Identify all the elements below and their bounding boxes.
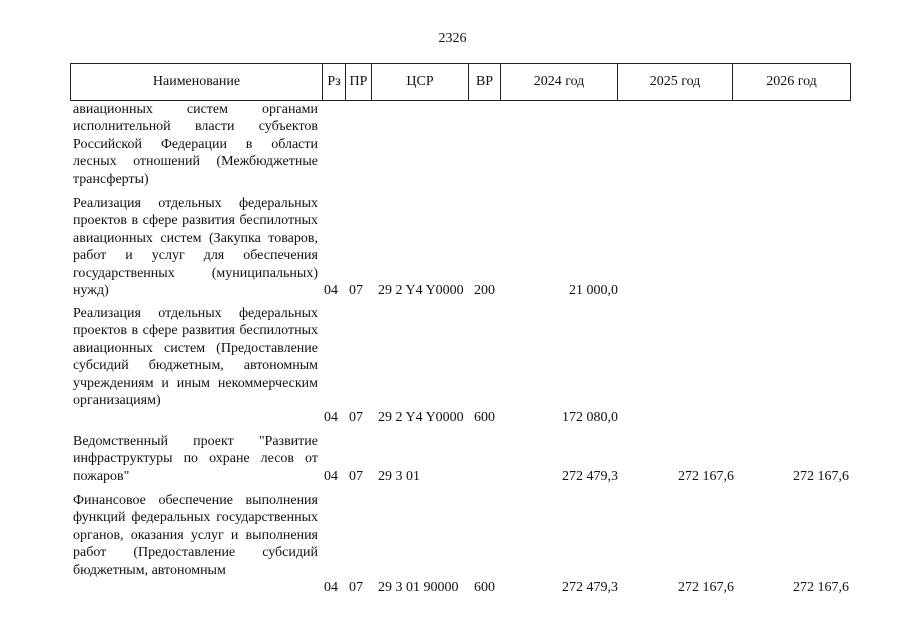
- row-name: Реализация отдельных федеральных проектов в сфере развития беспилотных авиационных систем (Предоставление субсидий бюджетным, автономным учреждениям и иным некоммерческим организациям): [73, 306, 318, 409]
- table-row: [0, 101, 905, 189]
- row-vr: 600: [474, 579, 495, 595]
- row-rz: 04: [324, 282, 338, 298]
- header-2024: 2024 год: [501, 64, 618, 100]
- header-vr: ВР: [469, 64, 501, 100]
- row-2026: 272 167,6: [793, 468, 849, 484]
- row-pr: 07: [349, 468, 363, 484]
- row-csr: 29 3 01: [378, 468, 420, 484]
- row-rz: 04: [324, 409, 338, 425]
- header-2025: 2025 год: [618, 64, 733, 100]
- row-pr: 07: [349, 409, 363, 425]
- row-2024: 172 080,0: [562, 409, 618, 425]
- row-csr: 29 2 Y4 Y0000: [378, 409, 464, 425]
- row-2026: 272 167,6: [793, 579, 849, 595]
- row-2025: 272 167,6: [678, 468, 734, 484]
- row-2025: 272 167,6: [678, 579, 734, 595]
- table-row: [0, 305, 905, 426]
- row-name: авиационных систем органами исполнительной власти субъектов Российской Федерации в области лесных отношений (Межбюджетные трансферты): [73, 102, 318, 187]
- row-vr: 200: [474, 282, 495, 298]
- header-name: Наименование: [71, 64, 323, 100]
- table-row: [0, 492, 905, 596]
- row-pr: 07: [349, 579, 363, 595]
- row-2024: 272 479,3: [562, 468, 618, 484]
- row-vr: 600: [474, 409, 495, 425]
- row-pr: 07: [349, 282, 363, 298]
- row-name: Ведомственный проект "Развитие инфраструктуры по охране лесов от пожаров": [73, 434, 318, 484]
- header-2026: 2026 год: [766, 74, 817, 89]
- row-csr: 29 3 01 90000: [378, 579, 459, 595]
- row-name: Реализация отдельных федеральных проектов в сфере развития беспилотных авиационных систем (Закупка товаров, работ и услуг для обеспечения государственных (муниципальных) нужд): [73, 196, 318, 299]
- row-rz: 04: [324, 579, 338, 595]
- table-row: [0, 195, 905, 299]
- table-header: [70, 63, 851, 101]
- page-number: 2326: [438, 31, 467, 46]
- row-2024: 21 000,0: [569, 282, 618, 298]
- row-name: Финансовое обеспечение выполнения функций федеральных государственных органов, оказания услуг и выполнения работ (Предоставление субсидий бюджетным, автономным: [73, 493, 318, 578]
- header-csr: ЦСР: [372, 64, 469, 100]
- row-2024: 272 479,3: [562, 579, 618, 595]
- table-row: [0, 433, 905, 485]
- row-csr: 29 2 Y4 Y0000: [378, 282, 464, 298]
- header-pr: ПР: [346, 64, 372, 100]
- header-rz: Рз: [323, 64, 346, 100]
- row-rz: 04: [324, 468, 338, 484]
